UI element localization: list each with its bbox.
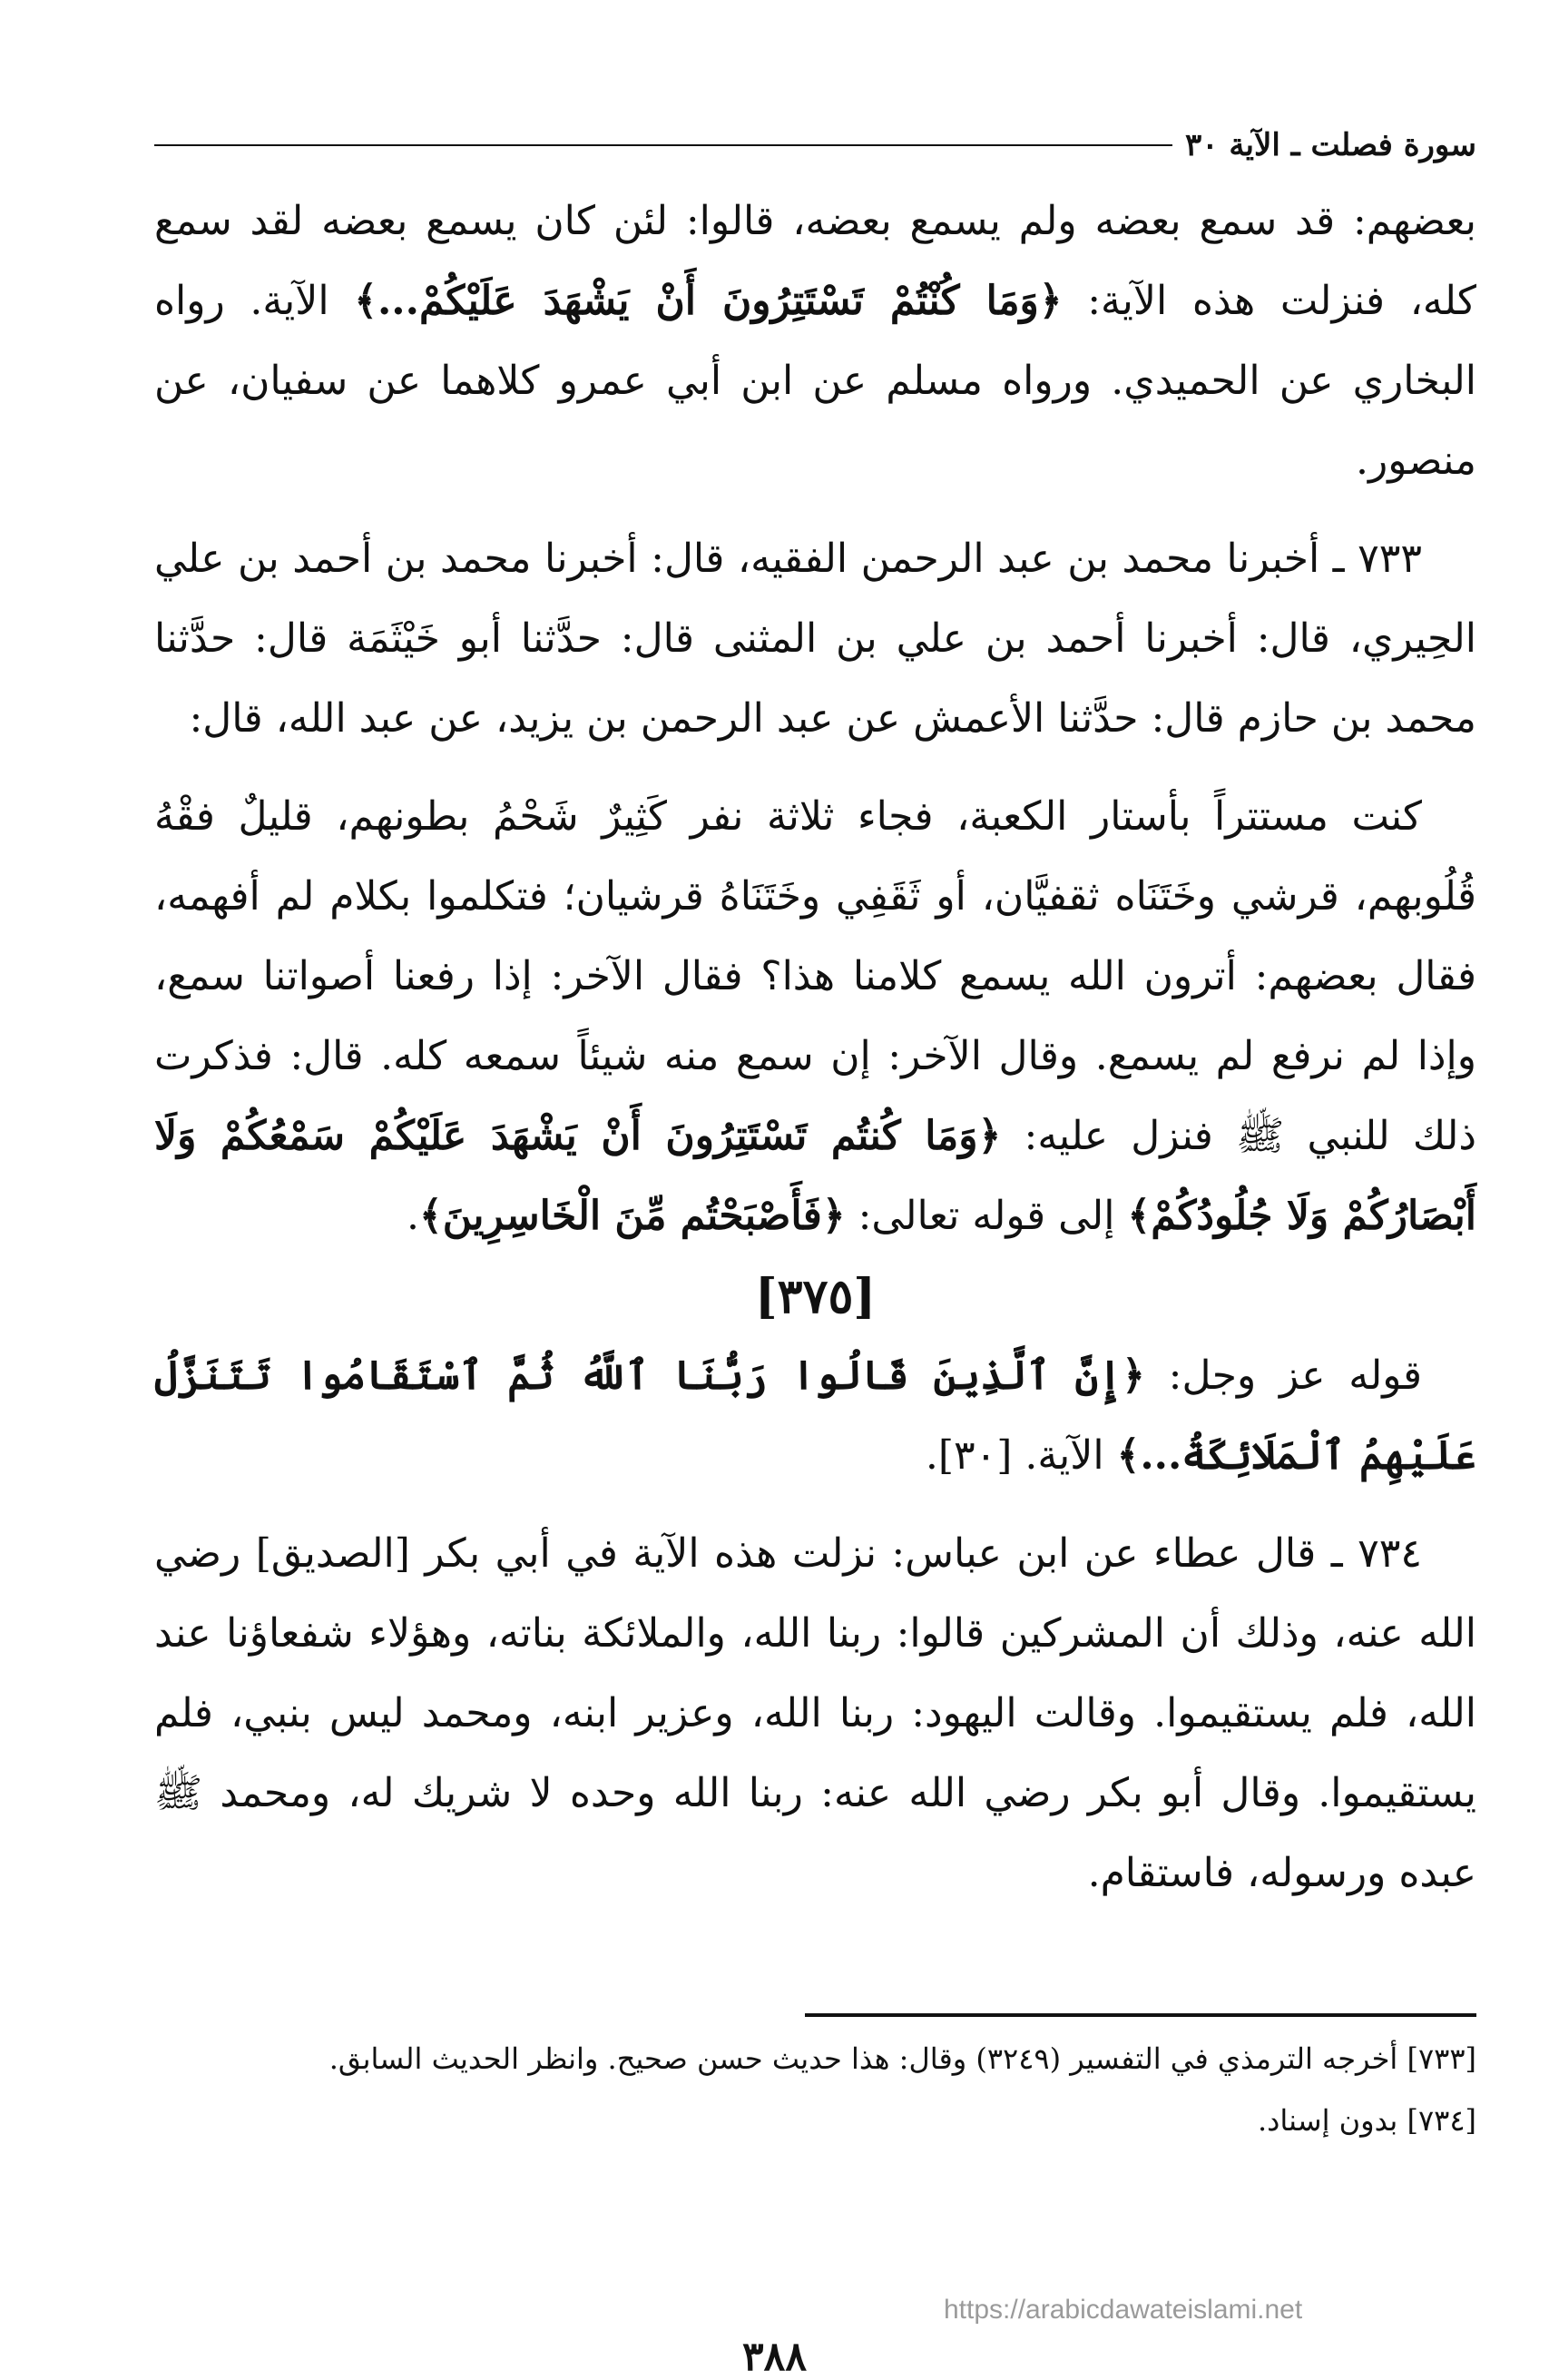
footnote-733: [٧٣٣] أخرجه الترمذي في التفسير (٣٢٤٩) وقال: هذا حديث حسن صحيح. وانظر الحديث السابق. [328,2041,1476,2076]
hadith-733-chain: ٧٣٣ ـ أخبرنا محمد بن عبد الرحمن الفقيه، قال: أخبرنا محمد بن أحمد بن علي الحِيري، قال: أخبرنا أحمد بن علي بن المثنى قال: حدَّثنا أبو خَيْثَمَة قال: حدَّثنا محمد بن حازم قال: حدَّثنا الأعمش عن عبد الرحمن بن يزيد، عن عبد الله، قال: [154,536,1476,742]
text-segment: كنت مستتراً بأستار الكعبة، فجاء ثلاثة نفر كَثِيرٌ شَحْمُ بطونهم، قليلٌ فقْهُ قُلُوبهم، قرشي وخَتَنَاه ثقفيَّان، أو ثَقَفِي وخَتَنَاهُ قرشيان؛ فتكلموا بكلام لم أفهمه، فقال بعضهم: أترون الله يسمع كلامنا هذا؟ فقال الآخر: إذا رفعنا أصواتنا سمع، وإذا لم نرفع لم يسمع. وقال الآخر: إن سمع منه شيئاً سمعه كله. قال: فذكرت ذلك للنبي ﷺ فنزل عليه: [154,793,1476,1159]
hadith-733-text [154,777,1476,1256]
paragraph-continuation [154,182,1476,501]
page-number: ٣٨٨ [742,2334,807,2380]
text-segment: . [406,1193,419,1239]
header-rule [154,144,1172,146]
text-segment: الآية. [٣٠]. [925,1432,1117,1479]
quran-verse: ﴿وَمَا كُنْتُمْ تَسْتَتِرُونَ أَنْ يَشْهَدَ عَلَيْكُمْ...﴾ [354,278,1063,324]
section-number: [٣٧٥] [754,1269,876,1324]
footnote-734: [٧٣٤] بدون إسناد. [1257,2103,1476,2138]
verse-heading [154,1336,1476,1496]
quran-verse: ﴿وَمَا كُنتُم تَسْتَتِرُونَ أَنْ يَشْهَدَ عَلَيْكُمْ سَمْعُكُمْ وَلَا أَبْصَارُكُمْ وَلَا جُلُودُكُمْ﴾ [154,1113,1476,1239]
main-text [154,182,1476,1913]
quran-verse: ﴿إِنَّ ٱلَّذِينَ قَالُوا رَبُّنَا ٱللَّهُ ثُمَّ ٱسْتَقَامُوا تَتَنَزَّلُ عَلَيْهِمُ ٱلْمَلَائِكَةُ...﴾ [154,1352,1476,1479]
text-segment: قوله عز وجل: [1144,1352,1423,1399]
text-segment: بعضهم: قد سمع بعضه ولم يسمع بعضه، قالوا: لئن كان يسمع بعضه لقد سمع كله، فنزلت هذه الآية: [154,198,1476,324]
text-segment: الآية. رواه البخاري عن الحميدي. ورواه مسلم عن ابن أبي عمرو كلاهما عن سفيان، عن منصور. [154,278,1476,484]
text-segment: إلى قوله تعالى: [845,1193,1128,1239]
footnote-rule [805,2013,1476,2017]
footnotes [154,2033,1476,2157]
watermark-url: https://arabicdawateislami.net [944,2295,1303,2325]
running-header [154,127,1476,163]
running-header-title: سورة فصلت ـ الآية ٣٠ [1184,127,1476,163]
quran-verse: ﴿فَأَصْبَحْتُم مِّنَ الْخَاسِرِينَ﴾ [418,1193,846,1239]
hadith-734-text: ٧٣٤ ـ قال عطاء عن ابن عباس: نزلت هذه الآية في أبي بكر [الصديق] رضي الله عنه، وذلك أن المشركين قالوا: ربنا الله، والملائكة بناته، وهؤلاء شفعاؤنا عند الله، فلم يستقيموا. وقالت اليهود: ربنا الله، وعزير ابنه، ومحمد ليس بنبي، فلم يستقيموا. وقال أبو بكر رضي الله عنه: ربنا الله وحده لا شريك له، ومحمد ﷺ عبده ورسوله، فاستقام. [154,1530,1476,1896]
